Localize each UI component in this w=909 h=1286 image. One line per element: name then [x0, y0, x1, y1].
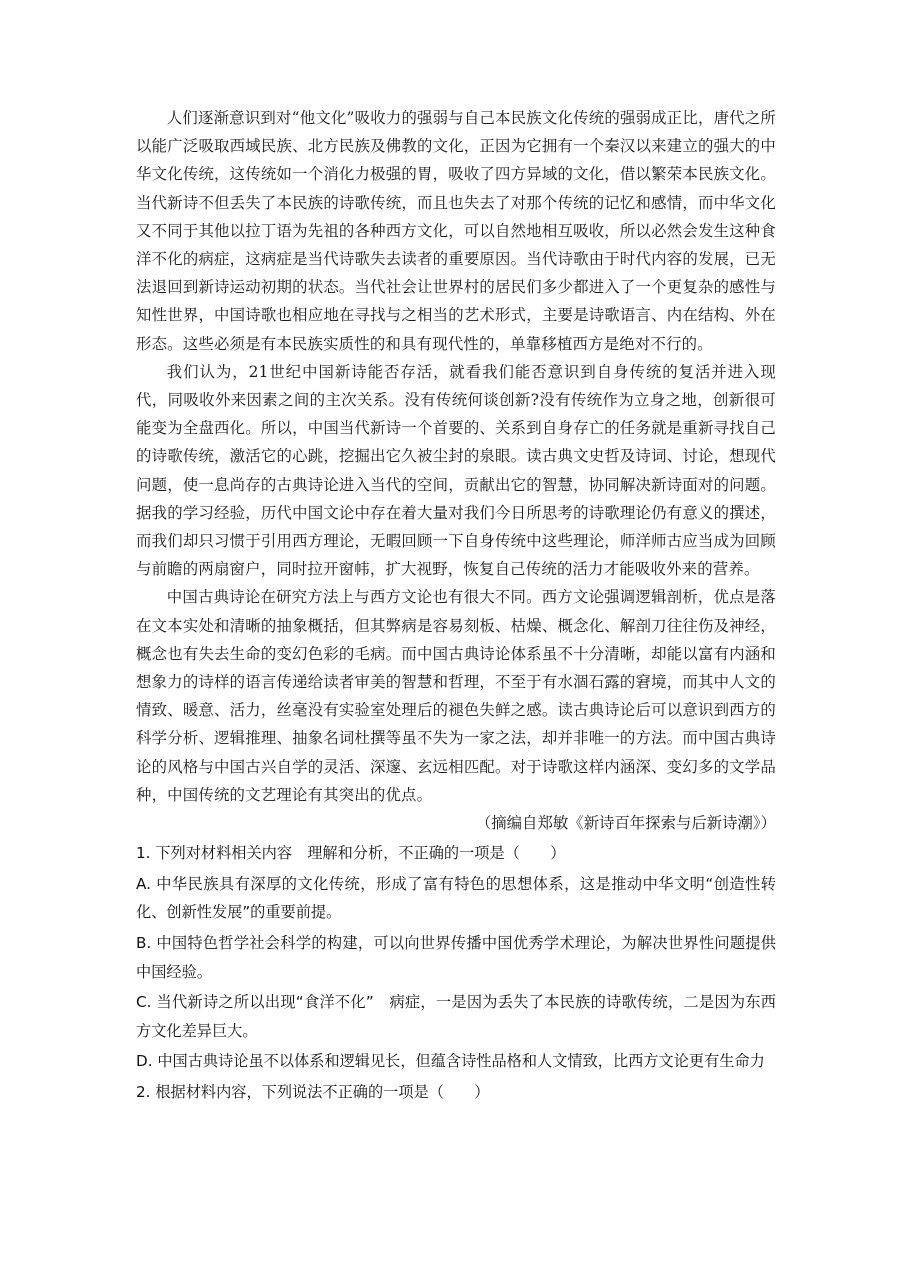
passage-source: （摘编自郑敏《新诗百年探索与后新诗潮》） [475, 814, 776, 833]
question-1-option-a: A. 中华民族具有深厚的文化传统，形成了富有特色的思想体系，这是推动中华文明“创造性转化、创新性发展”的重要前提。 [136, 874, 776, 922]
reading-passage [136, 104, 776, 837]
question-1-stem: 1. 下列对材料相关内容 理解和分析，不正确的一项是（ ） [136, 844, 566, 863]
passage-paragraph-3: 中国古典诗论在研究方法上与西方文论也有很大不同。西方文论强调逻辑剖析，优点是落在文本实处和清晰的抽象概括，但其弊病是容易刻板、枯燥、概念化、解剖刀往往伤及神经，概念也有失去生命的变幻色彩的毛病。而中国古典诗论体系虽不十分清晰，却能以富有内涵和想象力的诗样的语言传递给读者审美的智慧和哲理，不至于有水涸石露的窘境，而其中人文的情致、暖意、活力，丝毫没有实验室处理后的褪色失鲜之感。读古典诗论后可以意识到西方的科学分析、逻辑推理、抽象名词杜撰等虽不失为一家之法，却并非唯一的方法。而中国古典诗论的风格与中国古兴自学的灵活、深邃、玄远相匹配。对于诗歌这样内涵深、变幻多的文学品种，中国传统的文艺理论有其突出的优点。 [136, 588, 776, 804]
passage-paragraph-1: 人们逐渐意识到对“他文化”吸收力的强弱与自己本民族文化传统的强弱成正比，唐代之所以能广泛吸取西域民族、北方民族及佛教的文化，正因为它拥有一个秦汉以来建立的强大的中华文化传统，这传统如一个消化力极强的胃，吸收了四方异域的文化，借以繁荣本民族文化。当代新诗不但丢失了本民族的诗歌传统，而且也失去了对那个传统的记忆和感情，而中华文化又不同于其他以拉丁语为先祖的各种西方文化，可以自然地相互吸收，所以必然会发生这种食洋不化的病症，这病症是当代诗歌失去读者的重要原因。当代诗歌由于时代内容的发展，已无法退回到新诗运动初期的状态。当代社会让世界村的居民们多少都进入了一个更复杂的感性与知性世界，中国诗歌也相应地在寻找与之相当的艺术形式，主要是诗歌语言、内在结构、外在形态。这些必须是有本民族实质性的和具有现代性的，单靠移植西方是绝对不行的。 [136, 109, 776, 353]
document-page [136, 104, 776, 1107]
question-2-stem: 2. 根据材料内容，下列说法不正确的一项是（ ） [136, 1083, 490, 1102]
passage-paragraph-2: 我们认为，21世纪中国新诗能否存活，就看我们能否意识到自身传统的复活并进入现代，同吸收外来因素之间的主次关系。没有传统何谈创新?没有传统作为立身之地，创新很可能变为全盘西化。所以，中国当代新诗一个首要的、关系到自身存亡的任务就是重新寻找自己的诗歌传统，激活它的心跳，挖掘出它久被尘封的泉眼。读古典文史哲及诗词、讨论，想现代问题，使一息尚存的古典诗论进入当代的空间，贡献出它的智慧，协同解决新诗面对的问题。据我的学习经验，历代中国文论中存在着大量对我们今日所思考的诗歌理论仍有意义的撰述，而我们却只习惯于引用西方理论，无暇回顾一下自身传统中这些理论，师洋师古应当成为回顾与前瞻的两扇窗户，同时拉开窗帏，扩大视野，恢复自己传统的活力才能吸收外来的营养。 [136, 362, 776, 579]
question-1-option-c: C. 当代新诗之所以出现“食洋不化” 病症，一是因为丢失了本民族的诗歌传统，二是因为东西方文化差异巨大。 [136, 993, 776, 1040]
question-1-option-b: B. 中国特色哲学社会科学的构建，可以向世界传播中国优秀学术理论，为解决世界性问题提供中国经验。 [136, 934, 776, 981]
question-section [136, 839, 776, 1106]
question-1-option-d: D. 中国古典诗论虽不以体系和逻辑见长，但蕴含诗性品格和人文情致，比西方文论更有生命力 [136, 1052, 765, 1071]
